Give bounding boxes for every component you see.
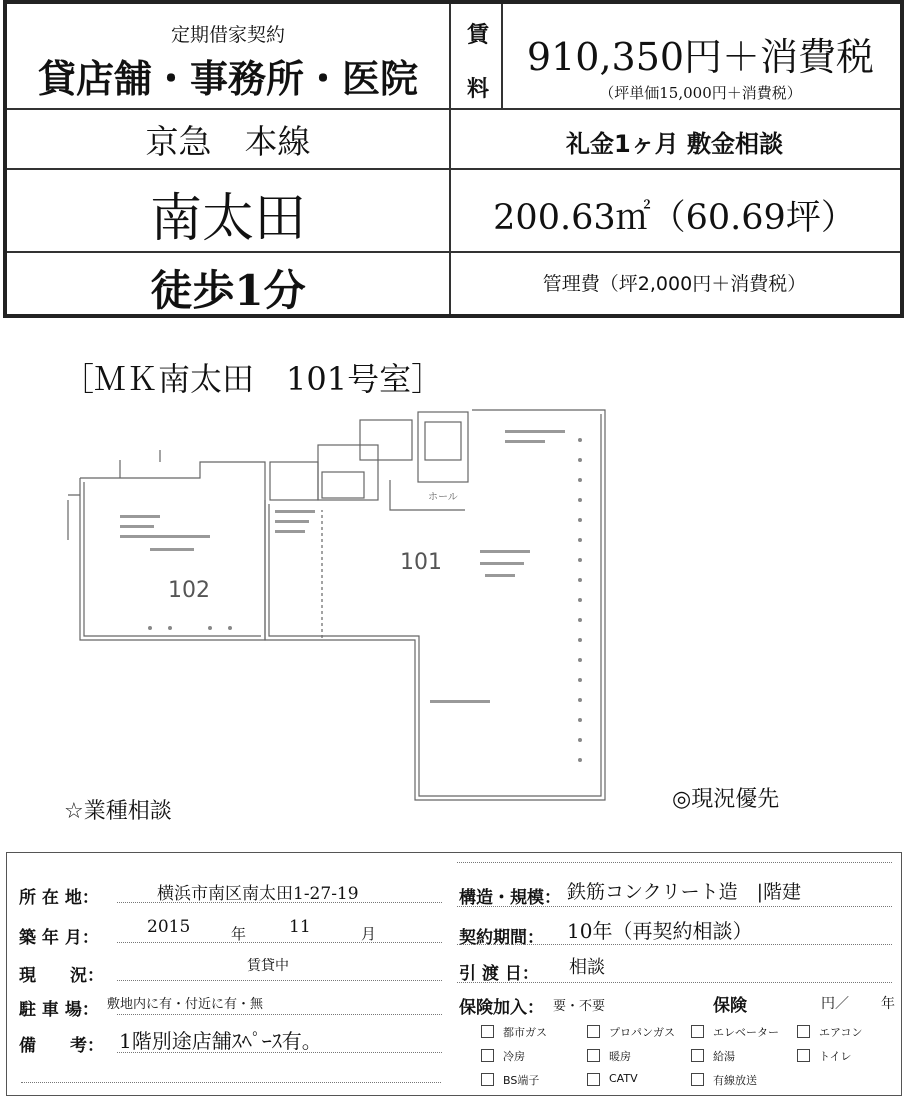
facility-checkbox[interactable] (797, 1049, 810, 1062)
divider (7, 108, 900, 110)
underline (117, 1013, 442, 1015)
underline (117, 979, 442, 981)
facility-label: エレベーター (713, 1026, 779, 1039)
facility-label: CATV (609, 1072, 638, 1085)
facility-label: プロパンガス (609, 1026, 675, 1039)
parking-label: 駐 車 場： (19, 1000, 99, 1020)
rent-unit-price: （坪単価15,000円＋消費税） (599, 84, 802, 102)
rent-amount: 910,350円＋消費税 (526, 35, 875, 79)
property-type: 貸店舗・事務所・医院 (37, 56, 418, 101)
facility-checkbox[interactable] (481, 1025, 494, 1038)
term-label: 契約期間： (459, 928, 544, 948)
divider (7, 168, 900, 170)
remarks-label: 備 考： (19, 1036, 104, 1056)
structure-value: 鉄筋コンクリート造 |階建 (567, 881, 802, 903)
facility-checkbox[interactable] (797, 1025, 810, 1038)
structure-label: 構造・規模： (459, 888, 561, 908)
insurance-yen: 円／ (821, 996, 849, 1012)
facility-label: トイレ (819, 1050, 852, 1063)
facility-label: 暖房 (609, 1050, 631, 1063)
status-value: 賃貸中 (247, 958, 289, 974)
parking-value: 敷地内に有・付近に有・無 (107, 997, 264, 1012)
hall-label: ホール (428, 492, 458, 503)
unit-102-label: 102 (168, 578, 210, 603)
facility-label: BS端子 (503, 1074, 540, 1087)
rent-label: 料 (466, 76, 489, 102)
facility-checkbox[interactable] (587, 1049, 600, 1062)
walk-time: 徒歩1分 (150, 266, 306, 315)
address-value: 横浜市南区南太田1-27-19 (157, 884, 359, 904)
plan-title: ［ＭＫ南太田 101号室］ (62, 360, 444, 398)
underline (457, 981, 892, 983)
station-name: 南太田 (149, 189, 306, 249)
facility-checkbox[interactable] (587, 1025, 600, 1038)
floor-area: 200.63㎡（60.69坪） (493, 198, 856, 238)
facility-checkbox[interactable] (691, 1073, 704, 1086)
insurance-label: 保険加入： (459, 998, 544, 1018)
unit-101-label: 101 (400, 550, 442, 575)
business-note: ☆業種相談 (64, 799, 172, 824)
facility-checkbox[interactable] (481, 1049, 494, 1062)
insurance-word: 保険 (713, 996, 747, 1016)
divider (449, 4, 451, 314)
status-label: 現 況： (19, 966, 104, 986)
built-month: 11 (289, 917, 311, 937)
underline (457, 905, 892, 907)
underline (117, 941, 442, 943)
insurance-year: 年 (881, 996, 895, 1012)
floor-plan (60, 400, 620, 810)
term-value: 10年（再契約相談） (567, 919, 753, 943)
property-info-box (6, 852, 902, 1096)
year-unit: 年 (231, 925, 247, 943)
key-money: 礼金1ヶ月 敷金相談 (565, 130, 784, 158)
condition-note: ◎現況優先 (672, 787, 780, 812)
handover-label: 引 渡 日： (459, 964, 539, 984)
floor-plan-drawing (60, 400, 620, 810)
address-label: 所 在 地： (19, 888, 99, 908)
underline (117, 901, 442, 903)
handover-value: 相談 (569, 957, 605, 978)
facility-checkbox[interactable] (691, 1049, 704, 1062)
rent-label: 賃 (466, 22, 489, 48)
built-year: 2015 (147, 917, 191, 937)
facility-checkbox[interactable] (587, 1073, 600, 1086)
facility-label: 有線放送 (713, 1074, 757, 1087)
train-line: 京急 本線 (145, 122, 311, 161)
built-label: 築 年 月： (19, 928, 99, 948)
facility-label: 給湯 (713, 1050, 735, 1063)
facility-checkbox[interactable] (691, 1025, 704, 1038)
facility-label: 冷房 (503, 1050, 525, 1063)
underline (457, 943, 892, 945)
underline (117, 1051, 442, 1053)
management-fee: 管理費（坪2,000円＋消費税） (542, 273, 807, 295)
remarks-value: 1階別途店舗ｽﾍﾟｰｽ有。 (119, 1029, 322, 1053)
summary-table (3, 0, 904, 318)
contract-type: 定期借家契約 (170, 24, 285, 46)
facility-label: エアコン (819, 1026, 863, 1039)
insurance-options: 要・不要 (553, 999, 606, 1014)
underline (457, 861, 892, 863)
divider (7, 251, 900, 253)
underline (21, 1081, 441, 1083)
facility-label: 都市ガス (503, 1026, 547, 1039)
facility-checkbox[interactable] (481, 1073, 494, 1086)
month-unit: 月 (361, 925, 377, 943)
